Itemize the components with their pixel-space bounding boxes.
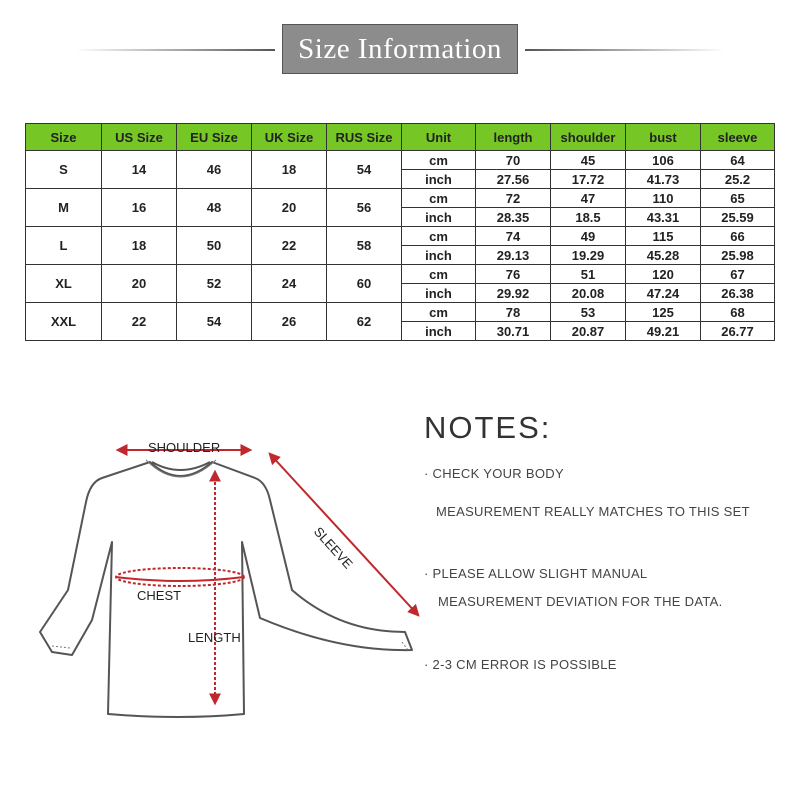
shirt-outline	[40, 462, 412, 717]
note-line-3: · PLEASE ALLOW SLIGHT MANUAL	[424, 566, 648, 581]
table-cell-measure: 76	[476, 265, 551, 284]
table-cell-eu: 48	[177, 189, 252, 227]
table-cell-measure: 25.2	[701, 170, 775, 189]
shoulder-label: SHOULDER	[148, 440, 221, 455]
table-cell-measure: 115	[626, 227, 701, 246]
column-header: length	[476, 124, 551, 151]
table-cell-measure: 106	[626, 151, 701, 170]
table-cell-measure: 47	[551, 189, 626, 208]
table-cell-measure: 20.08	[551, 284, 626, 303]
table-cell-measure: inch	[402, 246, 476, 265]
table-cell-us: 14	[102, 151, 177, 189]
table-cell-size: M	[26, 189, 102, 227]
table-cell-size: XXL	[26, 303, 102, 341]
table-cell-size: L	[26, 227, 102, 265]
note-line-5: · 2-3 CM ERROR IS POSSIBLE	[424, 657, 617, 672]
table-cell-uk: 22	[252, 227, 327, 265]
table-cell-measure: 18.5	[551, 208, 626, 227]
table-cell-measure: 45	[551, 151, 626, 170]
table-cell-uk: 24	[252, 265, 327, 303]
column-header: UK Size	[252, 124, 327, 151]
column-header: EU Size	[177, 124, 252, 151]
banner-line-left	[75, 49, 275, 51]
measurement-diagram	[30, 420, 430, 740]
table-cell-measure: 29.92	[476, 284, 551, 303]
length-label: LENGTH	[188, 630, 241, 645]
column-header: Unit	[402, 124, 476, 151]
table-cell-eu: 52	[177, 265, 252, 303]
table-cell-measure: cm	[402, 151, 476, 170]
table-cell-size: XL	[26, 265, 102, 303]
banner-title: Size Information	[282, 24, 518, 74]
table-cell-eu: 54	[177, 303, 252, 341]
chest-label: CHEST	[137, 588, 182, 603]
chest-ellipse	[116, 568, 244, 586]
table-cell-measure: inch	[402, 208, 476, 227]
table-cell-measure: 25.59	[701, 208, 775, 227]
table-cell-uk: 20	[252, 189, 327, 227]
table-cell-measure: 45.28	[626, 246, 701, 265]
table-row	[26, 303, 775, 322]
table-cell-eu: 50	[177, 227, 252, 265]
table-cell-rus: 58	[327, 227, 402, 265]
table-cell-measure: 78	[476, 303, 551, 322]
column-header: US Size	[102, 124, 177, 151]
column-header: RUS Size	[327, 124, 402, 151]
column-header: shoulder	[551, 124, 626, 151]
table-cell-measure: 29.13	[476, 246, 551, 265]
table-row	[26, 151, 775, 170]
banner-line-right	[525, 49, 725, 51]
column-header: bust	[626, 124, 701, 151]
table-cell-measure: 20.87	[551, 322, 626, 341]
table-cell-measure: 120	[626, 265, 701, 284]
table-cell-measure: 27.56	[476, 170, 551, 189]
table-cell-measure: cm	[402, 265, 476, 284]
table-cell-measure: 17.72	[551, 170, 626, 189]
table-cell-uk: 18	[252, 151, 327, 189]
table-cell-measure: 125	[626, 303, 701, 322]
table-cell-measure: cm	[402, 189, 476, 208]
sleeve-label: SLEEVE	[310, 524, 356, 572]
column-header: sleeve	[701, 124, 775, 151]
table-cell-measure: 72	[476, 189, 551, 208]
table-cell-measure: 65	[701, 189, 775, 208]
table-cell-uk: 26	[252, 303, 327, 341]
table-row	[26, 227, 775, 246]
size-table	[25, 123, 775, 341]
table-cell-measure: 67	[701, 265, 775, 284]
table-cell-measure: 49	[551, 227, 626, 246]
table-cell-measure: 64	[701, 151, 775, 170]
table-cell-measure: inch	[402, 322, 476, 341]
table-cell-measure: cm	[402, 303, 476, 322]
table-cell-measure: 43.31	[626, 208, 701, 227]
table-cell-us: 18	[102, 227, 177, 265]
table-cell-measure: 30.71	[476, 322, 551, 341]
table-row	[26, 189, 775, 208]
shirt-illustration	[30, 420, 430, 740]
table-cell-rus: 56	[327, 189, 402, 227]
notes-title: NOTES:	[424, 410, 552, 445]
table-cell-us: 20	[102, 265, 177, 303]
table-cell-measure: 68	[701, 303, 775, 322]
table-header-row	[26, 124, 775, 151]
table-cell-measure: 25.98	[701, 246, 775, 265]
table-cell-rus: 62	[327, 303, 402, 341]
table-cell-measure: 19.29	[551, 246, 626, 265]
table-cell-measure: 110	[626, 189, 701, 208]
table-cell-measure: inch	[402, 170, 476, 189]
column-header: Size	[26, 124, 102, 151]
note-line-4: MEASUREMENT DEVIATION FOR THE DATA.	[438, 594, 723, 609]
table-cell-size: S	[26, 151, 102, 189]
table-cell-measure: 26.38	[701, 284, 775, 303]
table-row	[26, 265, 775, 284]
table-cell-measure: 41.73	[626, 170, 701, 189]
table-cell-measure: 70	[476, 151, 551, 170]
table-cell-us: 16	[102, 189, 177, 227]
table-cell-rus: 54	[327, 151, 402, 189]
table-cell-measure: 51	[551, 265, 626, 284]
table-cell-measure: 53	[551, 303, 626, 322]
table-cell-measure: 49.21	[626, 322, 701, 341]
table-cell-measure: 47.24	[626, 284, 701, 303]
size-info-banner	[0, 18, 800, 80]
table-cell-measure: cm	[402, 227, 476, 246]
note-line-1: · CHECK YOUR BODY	[424, 466, 564, 481]
table-cell-measure: 26.77	[701, 322, 775, 341]
table-cell-measure: 66	[701, 227, 775, 246]
table-cell-measure: 74	[476, 227, 551, 246]
table-cell-us: 22	[102, 303, 177, 341]
table-cell-measure: 28.35	[476, 208, 551, 227]
table-cell-eu: 46	[177, 151, 252, 189]
note-line-2: MEASUREMENT REALLY MATCHES TO THIS SET	[436, 504, 750, 519]
table-cell-measure: inch	[402, 284, 476, 303]
table-cell-rus: 60	[327, 265, 402, 303]
